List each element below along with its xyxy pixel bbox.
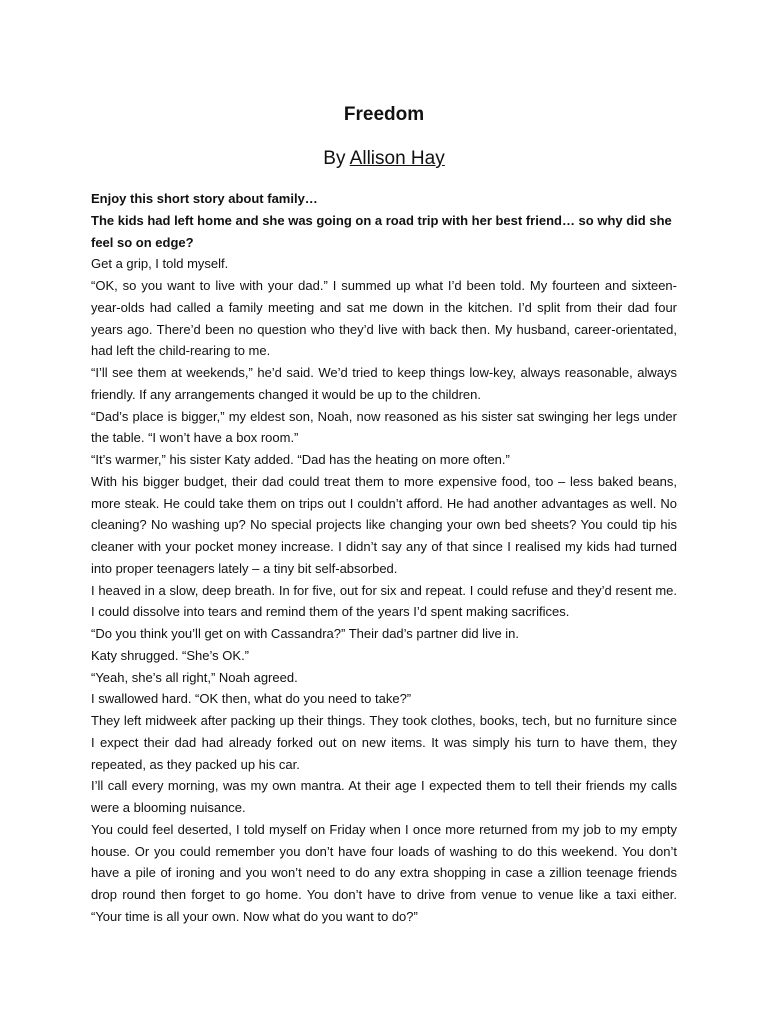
- story-paragraph: With his bigger budget, their dad could treat them to more expensive food, too – less baked beans, more steak. He could take them on trips out I couldn’t afford. He had another advantages as well. No cleaning? No washing up? No special projects like changing your own bed sheets? You could tip his cleaner with your pocket money increase. I didn’t say any of that since I realised my kids had turned into proper teenagers lately – a tiny bit self-absorbed.: [91, 473, 677, 576]
- story-title: Freedom: [343, 104, 425, 125]
- story-paragraph: “Dad’s place is bigger,” my eldest son, Noah, now reasoned as his sister sat swinging her legs under the table. “I won’t have a box room.”: [91, 408, 677, 446]
- story-paragraph: They left midweek after packing up their things. They took clothes, books, tech, but no furniture since I expect their dad had already forked out on new items. It was simply his turn to have them, they repeated, as they packed up his car.: [91, 713, 677, 772]
- byline-prefix: By: [323, 148, 350, 169]
- story-paragraph: You could feel deserted, I told myself on Friday when I once more returned from my job to my empty house. Or you could remember you don’t have four loads of washing to do this weekend. You don’t have a pile of ironing and you won’t need to do any extra shopping in case a zillion teenage friends drop round then forget to go home. You don’t have to drive from venue to venue like a taxi either. “Your time is all your own. Now what do you want to do?”: [91, 821, 677, 924]
- story-paragraph: Get a grip, I told myself.: [91, 256, 229, 272]
- story-paragraph: Katy shrugged. “She’s OK.”: [91, 647, 250, 663]
- story-paragraph: “Yeah, she’s all right,” Noah agreed.: [91, 669, 298, 685]
- story-body: [91, 188, 677, 928]
- story-paragraph: “I’ll see them at weekends,” he’d said. We’d tried to keep things low-key, always reasonable, always friendly. If any arrangements changed it would be up to the children.: [91, 365, 677, 402]
- byline: [91, 145, 677, 173]
- author-link[interactable]: Allison Hay: [349, 148, 445, 169]
- intro-paragraph: Enjoy this short story about family…: [91, 191, 318, 206]
- story-paragraph: I’ll call every morning, was my own mantra. At their age I expected them to tell their friends my calls were a blooming nuisance.: [91, 778, 677, 815]
- story-paragraph: “Do you think you’ll get on with Cassandra?” Their dad’s partner did live in.: [91, 626, 520, 641]
- story-paragraph: I heaved in a slow, deep breath. In for five, out for six and repeat. I could refuse and they’d resent me. I could dissolve into tears and remind them of the years I’d spent making sacrifices.: [91, 582, 677, 620]
- story-paragraph: I swallowed hard. “OK then, what do you need to take?”: [91, 691, 412, 707]
- story-paragraph: “It’s warmer,” his sister Katy added. “Dad has the heating on more often.”: [91, 452, 510, 467]
- intro-paragraph: The kids had left home and she was going on a road trip with her best friend… so why did she feel so on edge?: [91, 212, 672, 250]
- story-paragraph: “OK, so you want to live with your dad.” I summed up what I’d been told. My fourteen and sixteen-year-olds had called a family meeting and sat me down in the kitchen. I’d split from their dad four years ago. There’d been no question who they’d live with back then. My husband, career-orientated, had left the child-rearing to me.: [91, 278, 677, 359]
